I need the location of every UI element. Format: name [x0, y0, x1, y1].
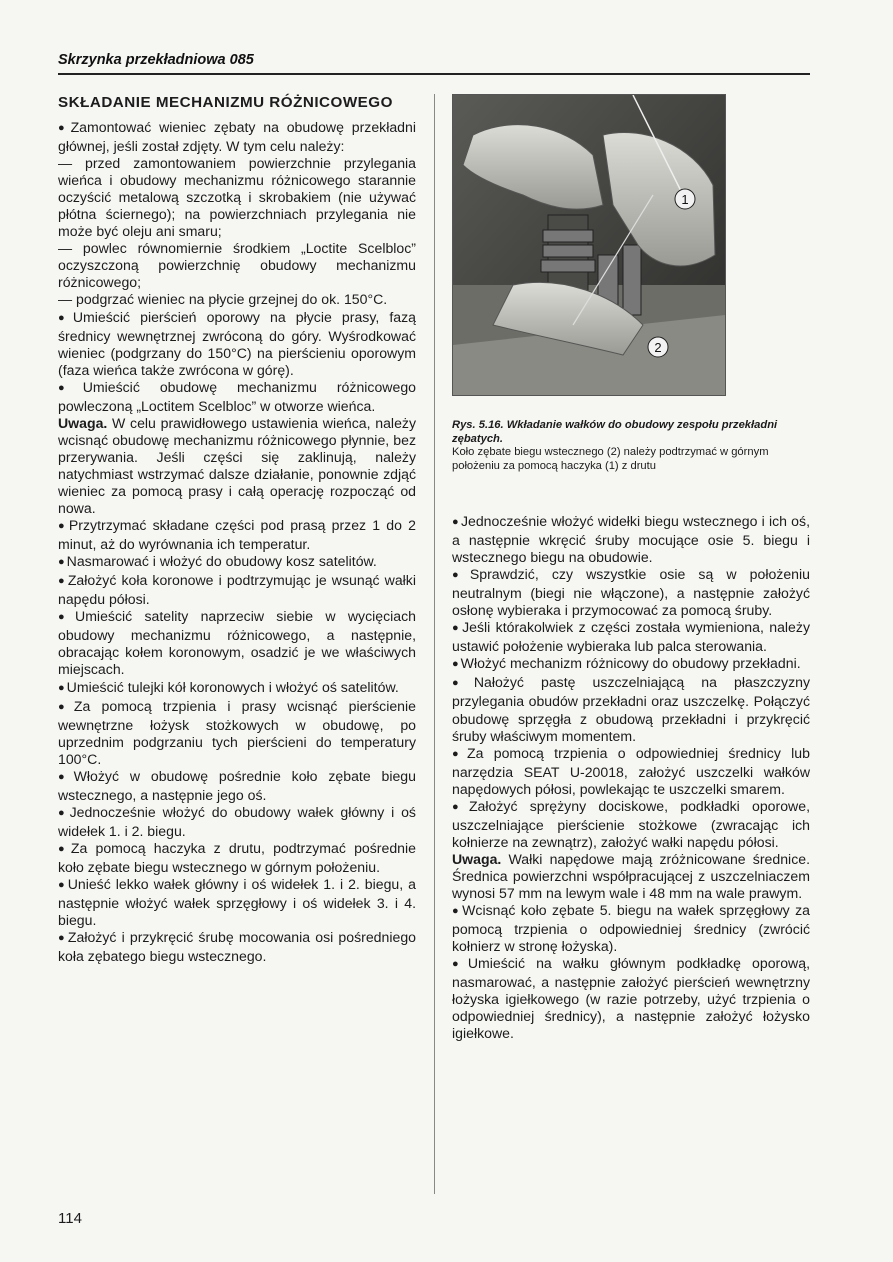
- note-paragraph: [58, 415, 416, 517]
- paragraph: [58, 929, 416, 965]
- paragraph: [58, 553, 416, 572]
- column-divider: [434, 94, 435, 1194]
- paragraph: [58, 679, 416, 698]
- caption-text: Koło zębate biegu wstecznego (2) należy podtrzymać w górnym położeniu za pomocą haczyka (1) z drutu: [452, 446, 769, 472]
- right-column: [452, 513, 810, 1042]
- paragraph-text: Założyć koła koronowe i podtrzymując je wsunąć wałki napędu półosi.: [58, 572, 416, 608]
- callout-1: 1: [681, 192, 689, 207]
- note-label: Uwaga.: [452, 850, 502, 867]
- paragraph-text: Przytrzymać składane części pod prasą przez 1 do 2 minut, aż do wyrównania ich temperatur.: [58, 517, 416, 553]
- paragraph-text: Wałki napędowe mają zróżnicowane średnice. Średnica powierzchni współpracującej z uszczelniaczem wynosi 57 mm na lewym wale i 48 mm na wale prawym.: [452, 850, 810, 901]
- paragraph: [452, 655, 810, 674]
- paragraph-text: Założyć i przykręcić śrubę mocowania osi pośredniego koła zębatego biegu wstecznego.: [58, 929, 416, 965]
- paragraph: [452, 513, 810, 566]
- header-rule: [58, 73, 810, 75]
- paragraph-text: — powlec równomiernie środkiem „Loctite Scelbloc” oczyszczoną powierzchnię obudowy mechanizmu różnicowego;: [58, 240, 416, 291]
- paragraph-text: Jeśli którakolwiek z części została wymieniona, należy ustawić położenie wybieraka lub palca sterowania.: [452, 619, 810, 655]
- paragraph-text: Włożyć w obudowę pośrednie koło zębate biegu wstecznego, a następnie jego oś.: [58, 767, 416, 803]
- paragraph-text: Unieść lekko wałek główny i oś widełek 1. i 2. biegu, a następnie włożyć wałek sprzęgłowy i oś widełek 3. i 4. biegu.: [58, 876, 416, 929]
- left-column: [58, 94, 416, 965]
- paragraph-text: Nałożyć pastę uszczelniającą na płaszczyzny przylegania obudów przekładni oraz uszczelkę. Połączyć obudowę sprzęgła z obudową przekładni i przykręcić śruby właściwym momentem.: [452, 674, 810, 744]
- paragraph: [452, 745, 810, 798]
- paragraph-text: Umieścić satelity naprzeciw siebie w wycięciach obudowy mechanizmu różnicowego, a następnie, obracając kołem koronowym, osadzić je we właściwych miejscach.: [58, 608, 416, 678]
- paragraph-text: — przed zamontowaniem powierzchnie przylegania wieńca i obudowy mechanizmu różnicowego starannie oczyścić metalową szczotką i skrobakiem (nie używać płótna ściernego); na powierzchniach przylegania nie może być oleju ani smaru;: [58, 155, 416, 240]
- paragraph-text: Za pomocą trzpienia i prasy wcisnąć pierścienie wewnętrzne łożysk stożkowych w obudowę, po uprzednim podgrzaniu tych pierścieni do temperatury 100°C.: [58, 697, 416, 767]
- paragraph: [58, 309, 416, 379]
- left-paragraphs: [58, 119, 416, 965]
- paragraph-text: Jednocześnie włożyć do obudowy wałek główny i oś widełek 1. i 2. biegu.: [58, 803, 416, 839]
- paragraph: [58, 379, 416, 415]
- section-title: SKŁADANIE MECHANIZMU RÓŻNICOWEGO: [58, 94, 393, 111]
- paragraph: [58, 804, 416, 840]
- paragraph: [58, 517, 416, 553]
- paragraph: [452, 955, 810, 1042]
- paragraph-text: Zamontować wieniec zębaty na obudowę przekładni głównej, jeśli został zdjęty. W tym celu należy:: [58, 119, 416, 155]
- paragraph-text: Włożyć mechanizm różnicowy do obudowy przekładni.: [460, 655, 801, 672]
- paragraph-text: Umieścić na wałku głównym podkładkę oporową, nasmarować, a następnie założyć pierścień wewnętrzny łożyska igiełkowego (w razie potrzeby, użyć trzpienia o odpowiedniej średnicy), a następnie założyć łożysko igiełkowe.: [452, 955, 810, 1042]
- paragraph-text: Sprawdzić, czy wszystkie osie są w położeniu neutralnym (biegi nie włączone), a następnie założyć osłonę wybieraka i przymocować za pomocą śruby.: [452, 566, 810, 619]
- paragraph: [452, 674, 810, 744]
- paragraph-text: Za pomocą trzpienia o odpowiedniej średnicy lub narzędzia SEAT U-20018, założyć uszczelki wałków napędowych półosi, powlekając te uszczelki smarem.: [452, 744, 810, 797]
- paragraph: [58, 119, 416, 155]
- paragraph: [58, 291, 416, 308]
- paragraph-text: Jednocześnie włożyć widełki biegu wstecznego i ich oś, a następnie wkręcić śruby mocujące osie 5. biegu i wstecznego biegu na obudowie.: [452, 513, 810, 566]
- paragraph-text: Wcisnąć koło zębate 5. biegu na wałek sprzęgłowy za pomocą trzpienia o odpowiedniej średnicy (zwrócić kołnierz w stronę łożyska).: [452, 902, 810, 955]
- note-label: Uwaga.: [58, 414, 108, 431]
- paragraph-text: Umieścić obudowę mechanizmu różnicowego powleczoną „Loctitem Scelbloc” w otworze wieńca.: [58, 378, 416, 414]
- paragraph: [452, 619, 810, 655]
- page-number: 114: [58, 1210, 82, 1227]
- paragraph-text: Umieścić tulejki kół koronowych i włożyć oś satelitów.: [66, 678, 399, 695]
- paragraph: [58, 840, 416, 876]
- paragraph-text: Za pomocą haczyka z drutu, podtrzymać pośrednie koło zębate biegu wstecznego w górnym położeniu.: [58, 839, 416, 875]
- right-paragraphs: [452, 513, 810, 1042]
- paragraph: [58, 155, 416, 240]
- paragraph: [58, 876, 416, 929]
- paragraph: [452, 566, 810, 619]
- paragraph: [58, 240, 416, 291]
- paragraph-text: Umieścić pierścień oporowy na płycie prasy, fazą średnicy wewnętrznej zwróconą do góry. Wyśrodkować wieniec (podgrzany do 150°C) na pierścieniu oporowym (faza wieńca także zwrócona w górę).: [58, 308, 416, 378]
- paragraph: [58, 698, 416, 768]
- paragraph: [58, 572, 416, 608]
- paragraph-text: W celu prawidłowego ustawienia wieńca, należy wcisnąć obudowę mechanizmu różnicowego płynnie, bez przerywania. Jeśli części się zaklinują, należy natychmiast wstrzymać dalsze działanie, ponownie zdjąć wieniec za pomocą prasy i całą operację rozpocząć od nowa.: [58, 414, 416, 517]
- paragraph: [452, 798, 810, 851]
- figure-caption: [452, 419, 812, 473]
- gearbox-photo-illustration: [453, 95, 725, 395]
- callout-2: 2: [654, 340, 662, 355]
- paragraph-text: — podgrzać wieniec na płycie grzejnej do ok. 150°C.: [58, 291, 388, 308]
- running-header: Skrzynka przekładniowa 085: [58, 52, 254, 68]
- paragraph-text: Założyć sprężyny dociskowe, podkładki oporowe, uszczelniające pierścienie stożkowe (zwracając ich kołnierze na zewnątrz), założyć wałki napędu półosi.: [452, 797, 810, 850]
- figure-photo: [452, 94, 726, 396]
- caption-title: Rys. 5.16. Wkładanie wałków do obudowy zespołu przekładni zębatych.: [452, 419, 778, 445]
- paragraph: [58, 768, 416, 804]
- paragraph: [58, 608, 416, 678]
- paragraph: [452, 902, 810, 955]
- paragraph-text: Nasmarować i włożyć do obudowy kosz satelitów.: [66, 553, 377, 570]
- note-paragraph: [452, 851, 810, 902]
